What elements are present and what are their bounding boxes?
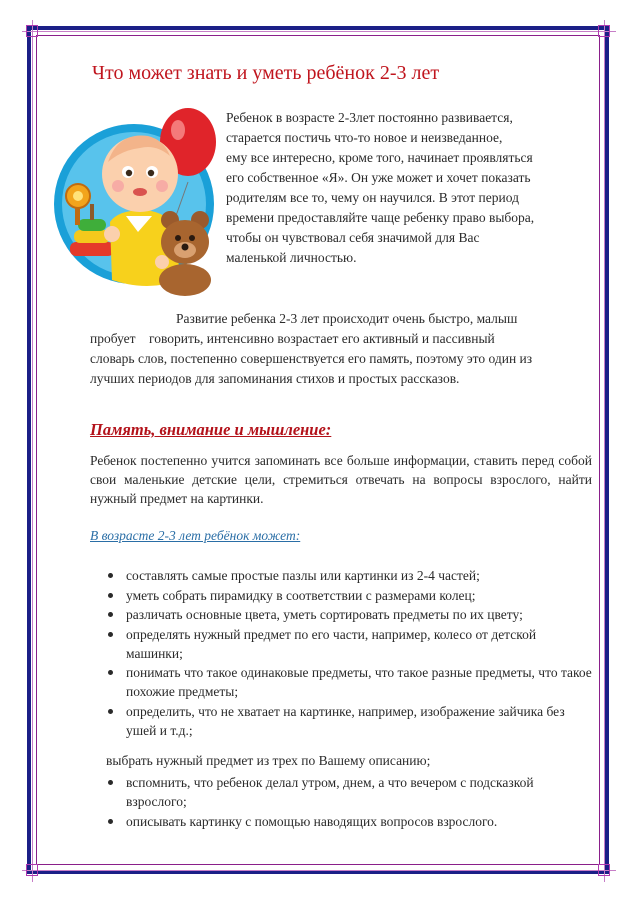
intro-paragraph xyxy=(226,108,576,268)
list-item: понимать что такое одинаковые предметы, что такое разные предметы, что такое похожие предметы; xyxy=(108,663,594,701)
page-title: Что может знать и уметь ребёнок 2-3 лет xyxy=(92,62,440,84)
intro-line: старается постичь что-то новое и неизведанное, xyxy=(226,130,503,145)
list-item: описывать картинку с помощью наводящих вопросов взрослого. xyxy=(108,812,594,831)
guide-line-top xyxy=(22,31,616,32)
corner-mark-br xyxy=(598,864,610,876)
skills-list xyxy=(108,566,594,740)
section-heading-memory: Память, внимание и мышление: xyxy=(90,420,332,439)
list-item: уметь собрать пирамидку в соответствии с размерами колец; xyxy=(108,586,594,605)
memory-paragraph: Ребенок постепенно учится запоминать все больше информации, ставить перед собой свои маленькие детские цели, стремиться отвечать на вопросы взрослого, найти нужный предмет на картинки. xyxy=(90,453,592,506)
guide-line-left xyxy=(32,20,33,882)
corner-mark-tl xyxy=(26,25,38,37)
development-line: словарь слов, постепенно совершенствуется его память, поэтому это один из xyxy=(90,351,533,366)
development-line: Развитие ребенка 2-3 лет происходит очень быстро, малыш xyxy=(176,311,518,326)
list-item: составлять самые простые пазлы или картинки из 2-4 частей; xyxy=(108,566,594,585)
guide-line-bottom xyxy=(22,870,616,871)
intro-line: чтобы он чувствовал себя значимой для Вас xyxy=(226,230,480,245)
pyramid-toy-icon xyxy=(70,242,114,256)
intro-line: родителям все то, чему он научился. В этот период xyxy=(226,190,519,205)
select-object-line: выбрать нужный предмет из трех по Вашему описанию; xyxy=(106,753,431,768)
corner-mark-bl xyxy=(26,864,38,876)
list-item: различать основные цвета, уметь сортировать предметы по их цвету; xyxy=(108,605,594,624)
baby-with-toys-illustration xyxy=(48,92,223,302)
intro-line: времени предоставляйте чаще ребенку право выбора, xyxy=(226,210,535,225)
intro-line: его собственное «Я». Он уже может и хочет показать xyxy=(226,170,531,185)
age-subheading: В возрасте 2-3 лет ребёнок может: xyxy=(90,528,301,543)
development-line: лучших периодов для запоминания стихов и простых рассказов. xyxy=(90,371,460,386)
corner-mark-tr xyxy=(598,25,610,37)
intro-line: ему все интересно, кроме того, начинает проявляться xyxy=(226,150,533,165)
intro-line: Ребенок в возрасте 2-3лет постоянно развивается, xyxy=(226,110,513,125)
intro-line: маленькой личностью. xyxy=(226,250,357,265)
development-paragraph xyxy=(90,309,582,389)
development-line: пробует говорить, интенсивно возрастает его активный и пассивный xyxy=(90,331,495,346)
list-item: вспомнить, что ребенок делал утром, днем, а что вечером с подсказкой взрослого; xyxy=(108,773,594,811)
list-item: определить, что не хватает на картинке, например, изображение зайчика без ушей и т.д.; xyxy=(108,702,594,740)
guide-line-right xyxy=(604,20,605,882)
list-item: определять нужный предмет по его части, например, колесо от детской машинки; xyxy=(108,625,594,663)
skills-list-continued xyxy=(108,773,594,831)
